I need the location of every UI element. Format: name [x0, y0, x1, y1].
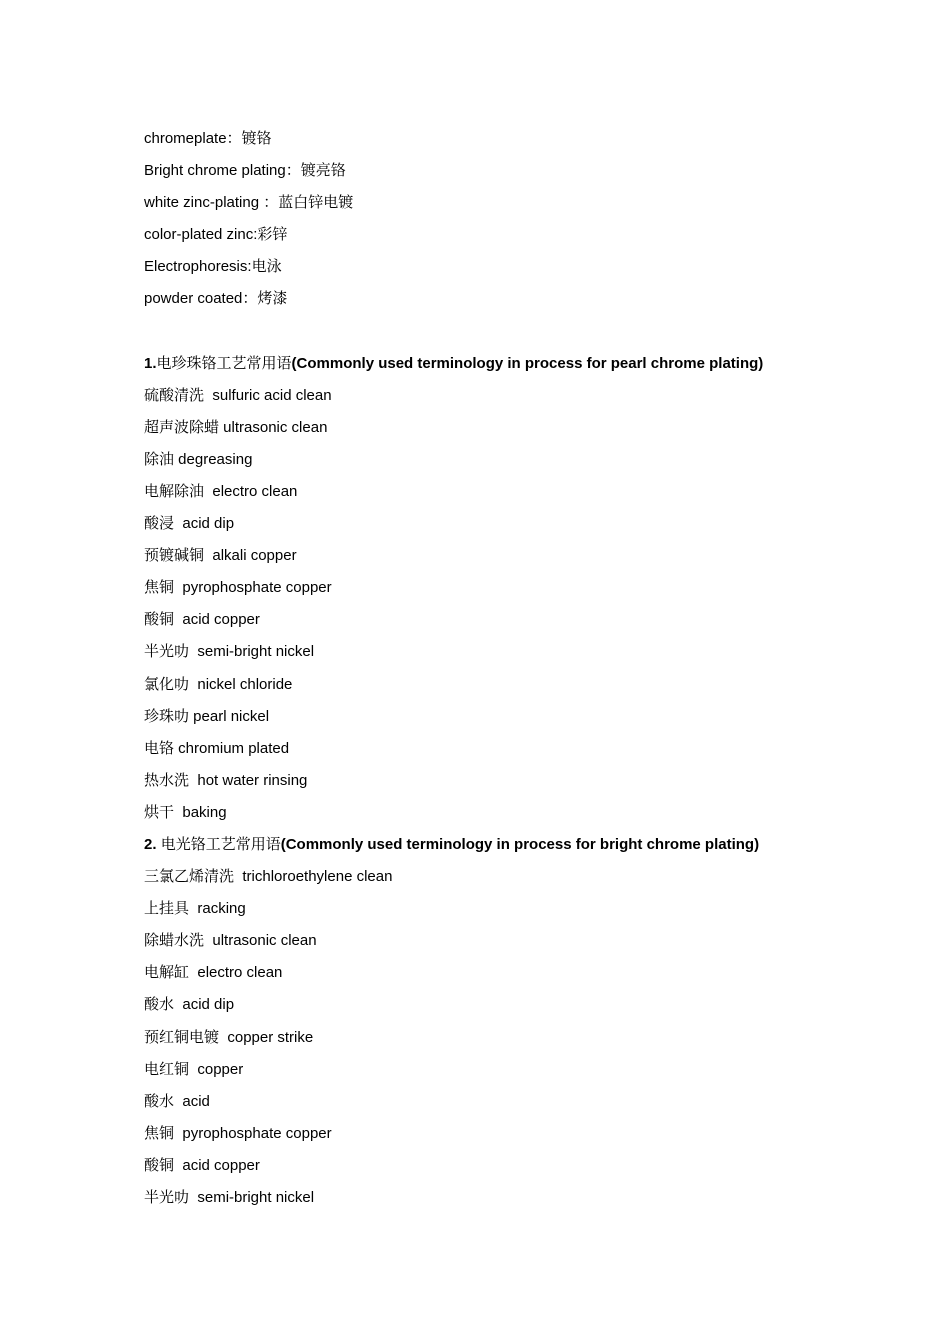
term-chinese: 镀铬: [241, 129, 272, 147]
term-chinese: 除油: [144, 449, 175, 468]
term-chinese: 烘干: [144, 802, 175, 821]
term-chinese: 酸浸: [144, 514, 175, 533]
list-item: [144, 475, 844, 507]
term-english: pearl nickel: [189, 707, 270, 725]
term-english: baking: [174, 803, 227, 821]
intro-term: [144, 122, 844, 154]
term-chinese: 酸铜: [144, 610, 175, 629]
term-english: acid copper: [174, 611, 260, 629]
list-item: [144, 796, 844, 828]
term-chinese: 半光叻: [144, 642, 190, 661]
term-english: racking: [189, 900, 246, 918]
term-english: hot water rinsing: [189, 771, 308, 789]
list-item: [144, 860, 844, 892]
term-english: semi-bright nickel: [189, 643, 315, 661]
term-english: trichloroethylene clean: [234, 868, 393, 886]
list-item: [144, 732, 844, 764]
term-chinese: 三氯乙烯清洗: [144, 867, 235, 886]
term-chinese: 电解缸: [144, 963, 190, 982]
term-english: acid dip: [174, 515, 235, 533]
term-chinese: 硫酸清洗: [144, 385, 205, 404]
list-item: [144, 1021, 844, 1053]
intro-term: [144, 186, 844, 218]
section-1-heading: [144, 347, 844, 379]
term-english: pyrophosphate copper: [174, 1124, 332, 1142]
term-english: electro clean: [204, 482, 298, 500]
list-item: [144, 1053, 844, 1085]
term-chinese: 电红铜: [144, 1059, 190, 1078]
term-english: pyrophosphate copper: [174, 579, 332, 597]
intro-term: [144, 250, 844, 282]
term-english: electro clean: [189, 964, 283, 982]
list-item: [144, 443, 844, 475]
term-chinese: 镀亮铬: [300, 161, 346, 180]
term-chinese: 酸水: [144, 995, 175, 1014]
list-item: [144, 1085, 844, 1117]
list-item: [144, 635, 844, 667]
term-english: Electrophoresis:: [144, 258, 252, 276]
intro-term: [144, 154, 844, 186]
term-chinese: 焦铜: [144, 1123, 175, 1142]
term-english: copper strike: [219, 1028, 314, 1046]
term-chinese: 半光叻: [144, 1188, 190, 1206]
term-english: ultrasonic clean: [204, 932, 317, 950]
term-chinese: 预红铜电镀: [144, 1027, 220, 1046]
list-item: [144, 539, 844, 571]
section-2-heading: [144, 828, 844, 860]
list-item: [144, 507, 844, 539]
term-english: chromium plated: [174, 739, 290, 757]
section-number: 2.: [144, 835, 161, 853]
list-item: [144, 571, 844, 603]
term-chinese: 蓝白锌电镀: [278, 193, 354, 212]
list-item: [144, 988, 844, 1020]
term-chinese: 酸铜: [144, 1155, 175, 1174]
term-chinese: 电铬: [144, 738, 175, 757]
term-english: semi-bright nickel: [189, 1189, 315, 1206]
term-chinese: 酸水: [144, 1091, 175, 1110]
term-english: sulfuric acid clean: [204, 386, 332, 404]
term-english: powder coated：: [144, 290, 258, 308]
term-chinese: 彩锌: [257, 225, 288, 244]
intro-term: [144, 218, 844, 250]
term-english: acid: [174, 1092, 210, 1110]
term-chinese: 烤漆: [257, 289, 288, 308]
term-chinese: 氯化叻: [144, 674, 190, 693]
term-chinese: 上挂具: [144, 899, 190, 918]
document-body: [144, 122, 844, 1213]
term-chinese: 除蜡水洗: [144, 931, 205, 950]
term-english: chromeplate：: [144, 130, 242, 147]
list-item: [144, 1117, 844, 1149]
section-title-english: (Commonly used terminology in process for bright chrome plating): [280, 835, 760, 853]
list-item: [144, 764, 844, 796]
term-english: acid copper: [174, 1156, 260, 1174]
term-english: alkali copper: [204, 547, 297, 565]
list-item: [144, 1181, 844, 1213]
section-title-english: (Commonly used terminology in process for pearl chrome plating): [291, 354, 764, 372]
list-item: [144, 603, 844, 635]
term-english: color-plated zinc:: [144, 226, 258, 244]
term-english: ultrasonic clean: [219, 418, 328, 436]
list-item: [144, 1149, 844, 1181]
term-chinese: 热水洗: [144, 770, 190, 789]
term-chinese: 焦铜: [144, 578, 175, 597]
list-item: [144, 379, 844, 411]
term-chinese: 电泳: [251, 257, 282, 276]
section-title-chinese: 电光铬工艺常用语: [160, 834, 281, 853]
section-number: 1.: [144, 354, 157, 372]
term-english: copper: [189, 1060, 244, 1078]
list-item: [144, 892, 844, 924]
intro-term: [144, 282, 844, 314]
list-item: [144, 411, 844, 443]
term-english: nickel chloride: [189, 675, 293, 693]
list-item: [144, 668, 844, 700]
list-item: [144, 956, 844, 988]
term-english: acid dip: [174, 996, 235, 1014]
list-item: [144, 924, 844, 956]
term-chinese: 珍珠叻: [144, 706, 190, 725]
term-english: white zinc-plating ：: [144, 194, 279, 212]
term-chinese: 超声波除蜡: [144, 417, 220, 436]
list-item: [144, 700, 844, 732]
term-chinese: 电解除油: [144, 481, 205, 500]
term-english: Bright chrome plating：: [144, 162, 301, 180]
section-spacer: [144, 315, 844, 347]
term-chinese: 预镀碱铜: [144, 546, 205, 565]
section-title-chinese: 电珍珠铬工艺常用语: [156, 353, 292, 372]
term-english: degreasing: [174, 450, 253, 468]
